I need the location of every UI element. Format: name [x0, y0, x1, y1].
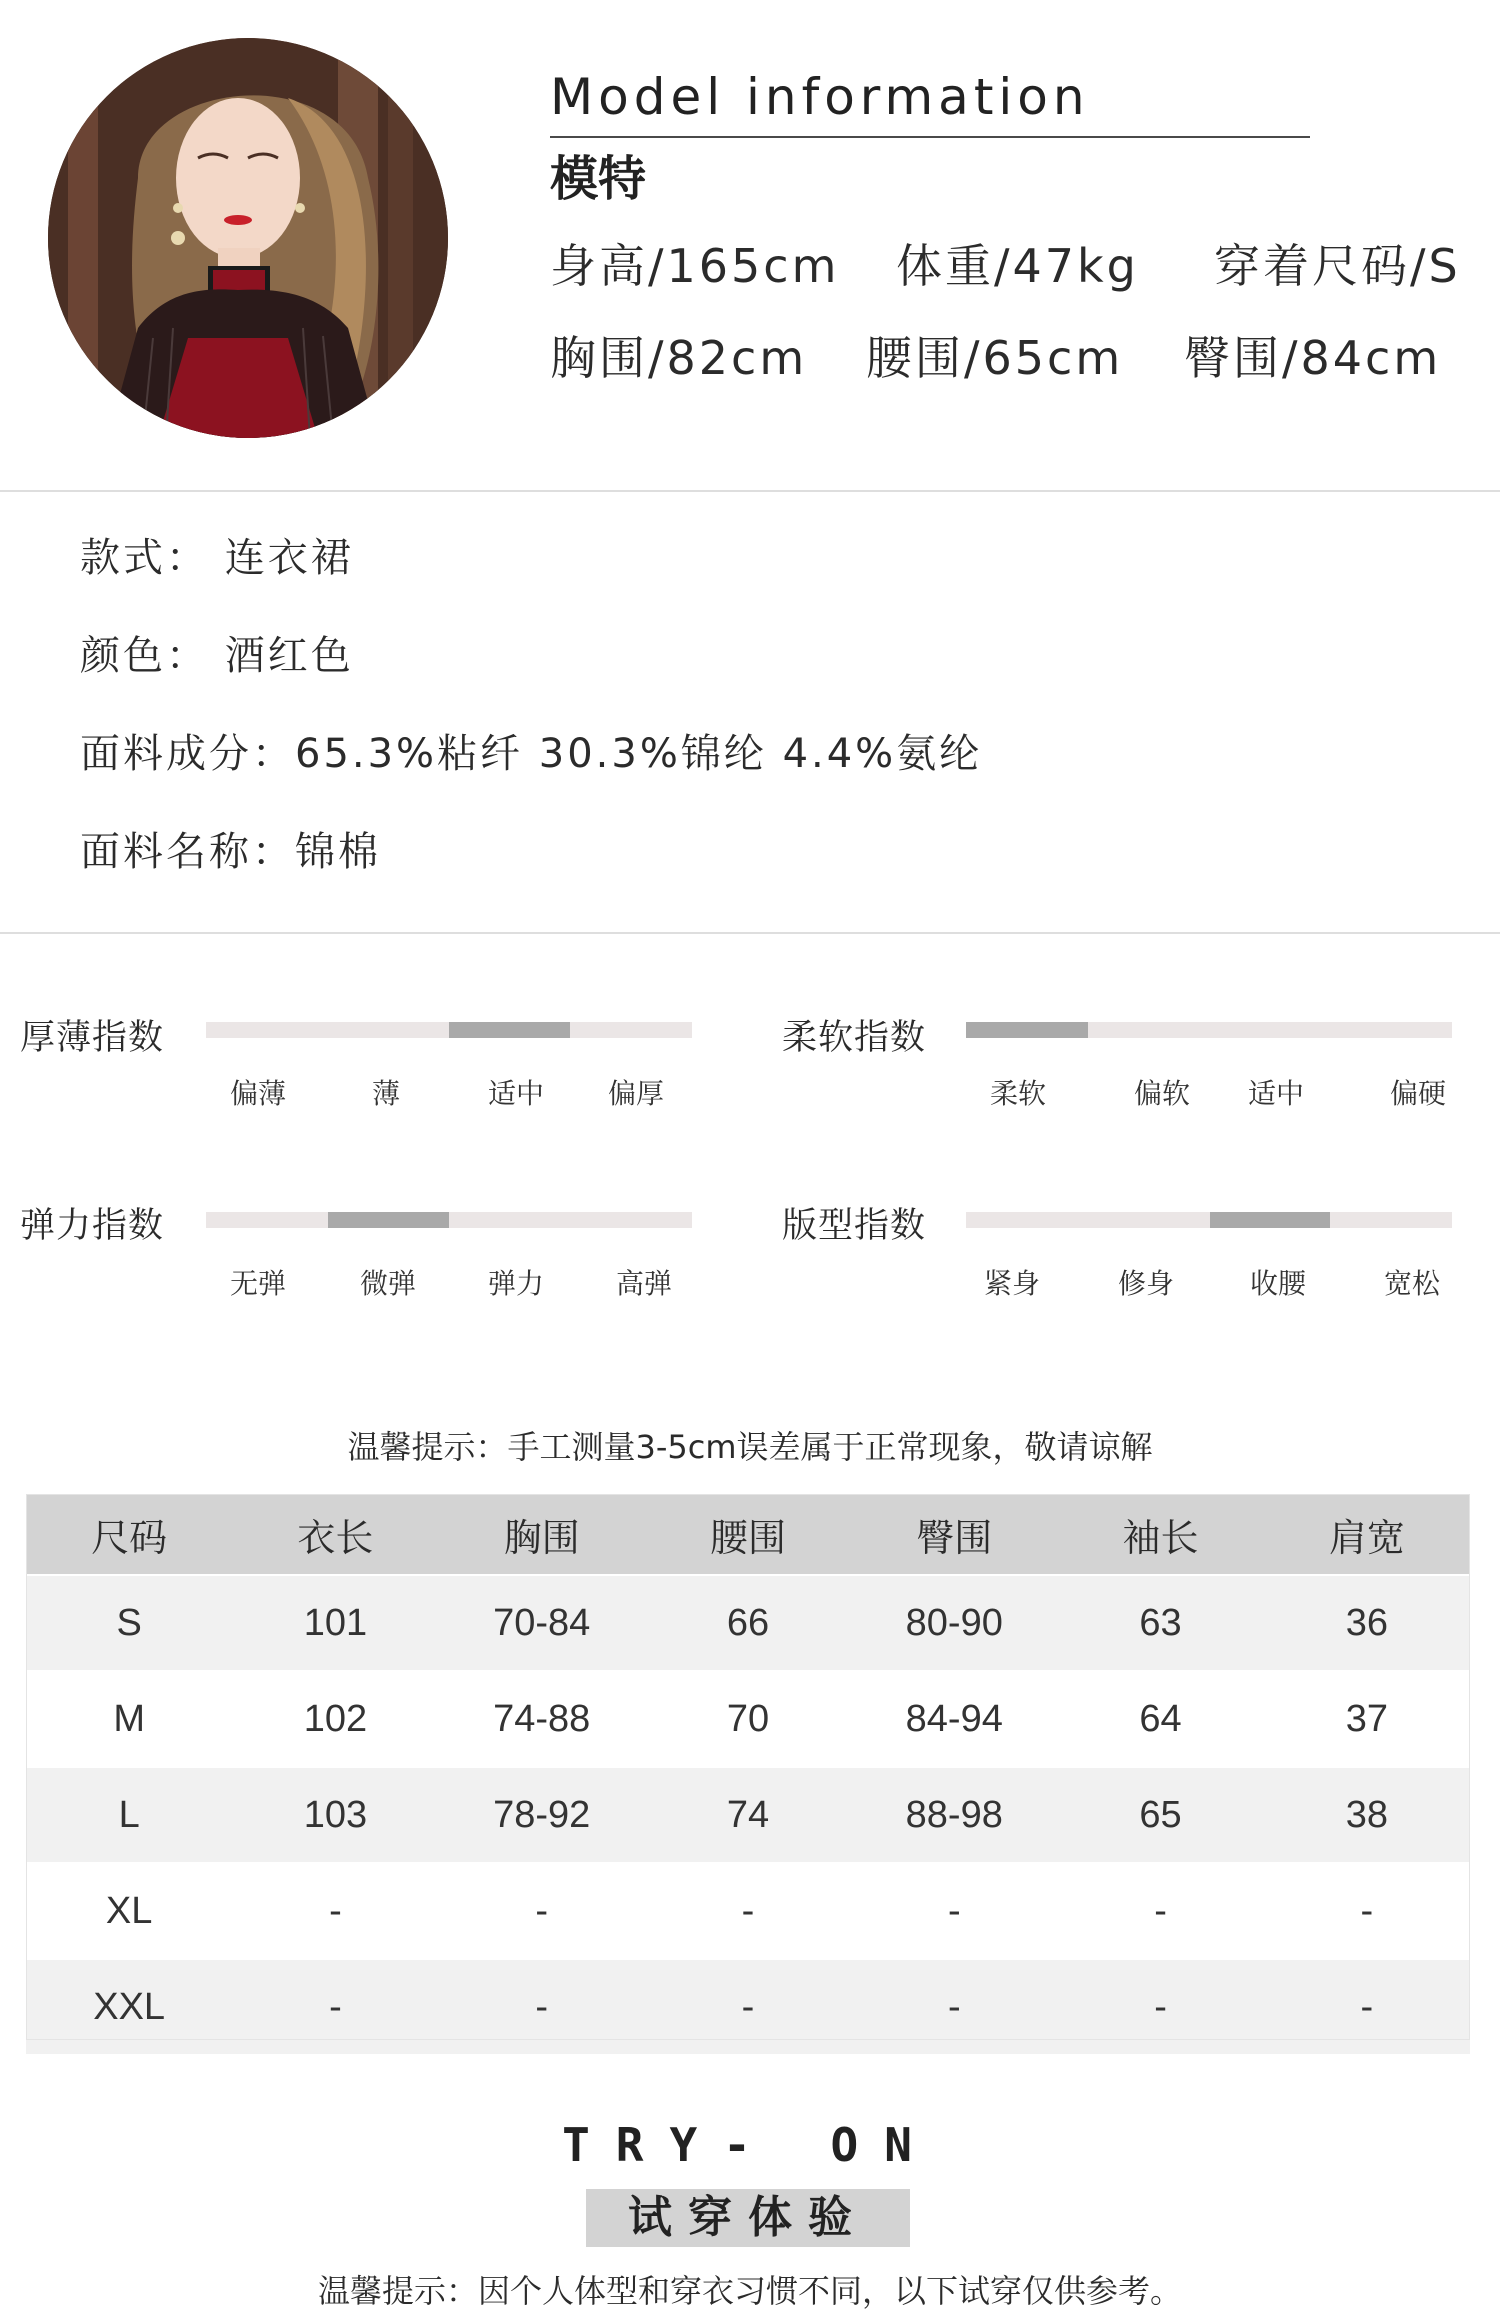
table-header-cell: 腰围 — [645, 1494, 851, 1575]
table-cell: 63 — [1057, 1575, 1263, 1671]
index-title-softness: 柔软指数 — [782, 1018, 927, 1058]
index-label: 无弹 — [229, 1267, 287, 1300]
table-row — [26, 1575, 1470, 1671]
table-header-cell: 尺码 — [26, 1494, 232, 1575]
table-header-cell: 衣长 — [232, 1494, 438, 1575]
model-waist: 腰围/65cm — [866, 331, 1124, 385]
table-cell: - — [1264, 1959, 1470, 2054]
table-cell: 64 — [1057, 1671, 1263, 1767]
index-indicator — [966, 1022, 1088, 1038]
detail-composition: 面料成分：65.3%粘纤 30.3%锦纶 4.4%氨纶 — [80, 731, 983, 777]
index-label: 微弹 — [359, 1267, 417, 1300]
index-label: 适中 — [487, 1077, 545, 1110]
detail-fabric-name: 面料名称：锦棉 — [80, 829, 381, 875]
table-cell: - — [439, 1959, 645, 2054]
table-row — [26, 1767, 1470, 1863]
index-label: 紧身 — [983, 1267, 1041, 1300]
table-cell: - — [645, 1959, 851, 2054]
table-cell: XXL — [26, 1959, 232, 2054]
index-title-elasticity: 弹力指数 — [20, 1206, 165, 1246]
table-cell: - — [851, 1959, 1057, 2054]
table-cell: - — [1264, 1863, 1470, 1959]
index-bar-softness — [966, 1022, 1452, 1038]
detail-style: 款式： 连衣裙 — [80, 535, 354, 581]
table-cell: - — [851, 1863, 1057, 1959]
table-header-cell: 臀围 — [851, 1494, 1057, 1575]
table-cell: 84-94 — [851, 1671, 1057, 1767]
index-label: 薄 — [371, 1077, 401, 1110]
index-bar-fit — [966, 1212, 1452, 1228]
table-cell: - — [1057, 1959, 1263, 2054]
table-cell: - — [645, 1863, 851, 1959]
table-cell: - — [439, 1863, 645, 1959]
model-photo-illustration — [48, 38, 448, 438]
table-cell: S — [26, 1575, 232, 1671]
tryon-heading: TRY- ON — [562, 2118, 938, 2172]
table-cell: XL — [26, 1863, 232, 1959]
index-label: 偏厚 — [607, 1077, 665, 1110]
index-indicator — [449, 1022, 570, 1038]
index-label: 弹力 — [487, 1267, 545, 1300]
table-cell: 78-92 — [439, 1767, 645, 1863]
index-label: 适中 — [1247, 1077, 1305, 1110]
table-cell: - — [232, 1863, 438, 1959]
table-row — [26, 1671, 1470, 1767]
index-label: 偏硬 — [1389, 1077, 1447, 1110]
index-label: 宽松 — [1383, 1267, 1441, 1300]
index-indicator — [328, 1212, 449, 1228]
tryon-note: 温馨提示：因个人体型和穿衣习惯不同，以下试穿仅供参考。 — [317, 2272, 1182, 2310]
table-cell: - — [1057, 1863, 1263, 1959]
model-weight: 体重/47kg — [896, 239, 1139, 293]
table-header-cell: 袖长 — [1057, 1494, 1263, 1575]
table-row — [26, 1863, 1470, 1959]
index-title-thickness: 厚薄指数 — [20, 1018, 165, 1058]
model-hip: 臀围/84cm — [1184, 331, 1442, 385]
table-cell: 65 — [1057, 1767, 1263, 1863]
table-cell: 66 — [645, 1575, 851, 1671]
detail-color: 颜色： 酒红色 — [80, 633, 354, 679]
table-header-cell: 胸围 — [439, 1494, 645, 1575]
model-info-subheading: 模特 — [550, 151, 647, 207]
table-row — [26, 1959, 1470, 2054]
table-cell: 88-98 — [851, 1767, 1057, 1863]
index-indicator — [1210, 1212, 1330, 1228]
index-label: 修身 — [1117, 1267, 1175, 1300]
table-header-cell: 肩宽 — [1264, 1494, 1470, 1575]
section-divider — [0, 932, 1500, 934]
table-cell: 80-90 — [851, 1575, 1057, 1671]
table-cell: L — [26, 1767, 232, 1863]
index-label: 偏软 — [1133, 1077, 1191, 1110]
table-cell: 102 — [232, 1671, 438, 1767]
table-cell: 74 — [645, 1767, 851, 1863]
table-cell: 70-84 — [439, 1575, 645, 1671]
table-cell: 103 — [232, 1767, 438, 1863]
table-cell: - — [232, 1959, 438, 2054]
section-divider — [0, 490, 1500, 492]
table-cell: 38 — [1264, 1767, 1470, 1863]
table-cell: M — [26, 1671, 232, 1767]
index-label: 收腰 — [1249, 1267, 1307, 1300]
size-chart-table — [26, 1494, 1470, 2054]
table-cell: 37 — [1264, 1671, 1470, 1767]
index-label: 偏薄 — [229, 1077, 287, 1110]
table-header-row — [26, 1494, 1470, 1575]
table-cell: 36 — [1264, 1575, 1470, 1671]
index-bar-thickness — [206, 1022, 692, 1038]
model-size: 穿着尺码/S — [1214, 239, 1461, 293]
index-title-fit: 版型指数 — [782, 1206, 927, 1246]
index-label: 柔软 — [989, 1077, 1047, 1110]
table-cell: 101 — [232, 1575, 438, 1671]
model-bust: 胸围/82cm — [550, 331, 808, 385]
index-label: 高弹 — [615, 1267, 673, 1300]
model-photo — [48, 38, 448, 438]
table-cell: 74-88 — [439, 1671, 645, 1767]
tryon-badge: 试穿体验 — [586, 2189, 910, 2247]
measurement-tip: 温馨提示：手工测量3-5cm误差属于正常现象，敬请谅解 — [347, 1428, 1153, 1466]
model-info-underline — [550, 136, 1310, 138]
table-cell: 70 — [645, 1671, 851, 1767]
index-bar-elasticity — [206, 1212, 692, 1228]
model-height: 身高/165cm — [550, 239, 840, 293]
model-info-heading: Model information — [550, 68, 1090, 126]
